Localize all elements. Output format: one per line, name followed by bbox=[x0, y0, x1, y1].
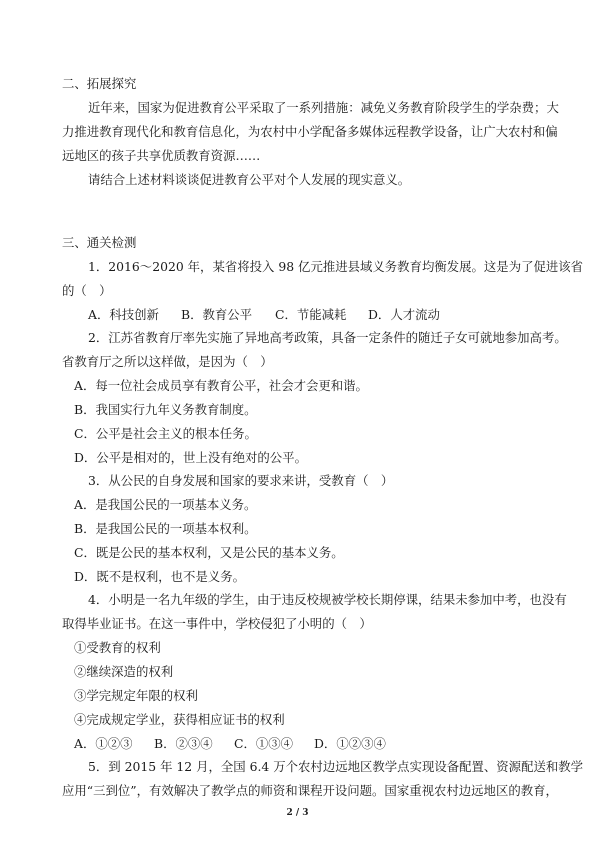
question-5-text: 5．到 2015 年 12 月，全国 6.4 万个农村边远地区教学点实现设备配置、资源配送和教学 bbox=[88, 759, 584, 774]
choice-d: D．人才流动 bbox=[368, 307, 440, 322]
question-3-text: 3．从公民的自身发展和国家的要求来讲，受教育（ ） bbox=[88, 473, 394, 488]
question-5-text: 应用“三到位”，有效解决了教学点的师资和课程开设问题。国家重视农村边远地区的教育， bbox=[62, 783, 558, 798]
choice-d: D．①②③④ bbox=[314, 736, 386, 751]
question-4-item-2: ②继续深造的权利 bbox=[74, 664, 174, 679]
question-4-item-1: ①受教育的权利 bbox=[74, 640, 161, 655]
question-3-option-b: B．是我国公民的一项基本权利。 bbox=[74, 521, 257, 536]
question-2-option-a: A．每一位社会成员享有教育公平，社会才会更和谐。 bbox=[74, 378, 368, 393]
question-3-option-c: C．既是公民的基本权利，又是公民的基本义务。 bbox=[74, 545, 344, 560]
question-1-text: 1．2016～2020 年，某省将投入 98 亿元推进县域义务教育均衡发展。这是为了促进该省 bbox=[88, 259, 584, 274]
choice-b: B．②③④ bbox=[154, 736, 213, 751]
discussion-prompt: 请结合上述材料谈谈促进教育公平对个人发展的现实意义。 bbox=[88, 172, 411, 187]
question-1-choices bbox=[88, 307, 595, 323]
question-3-option-a: A．是我国公民的一项基本义务。 bbox=[74, 497, 257, 512]
material-line: 力推进教育现代化和教育信息化，为农村中小学配备多媒体远程教学设备，让广大农村和偏 bbox=[62, 124, 558, 139]
question-2-option-d: D．公平是相对的，世上没有绝对的公平。 bbox=[74, 450, 307, 465]
page-number: 2 / 3 bbox=[286, 808, 309, 818]
question-2-option-c: C．公平是社会主义的根本任务。 bbox=[74, 426, 257, 441]
choice-a: A．科技创新 bbox=[88, 307, 159, 322]
question-4-text: 4．小明是一名九年级的学生，由于违反校规被学校长期停课，结果未参加中考，也没有 bbox=[88, 592, 567, 607]
choice-c: C．①③④ bbox=[234, 736, 294, 751]
material-line: 近年来，国家为促进教育公平采取了一系列措施：减免义务教育阶段学生的学杂费；大 bbox=[88, 100, 559, 115]
section-heading-test: 三、通关检测 bbox=[62, 235, 137, 250]
choice-b: B．教育公平 bbox=[181, 307, 253, 322]
section-heading-extension: 二、拓展探究 bbox=[62, 76, 137, 91]
question-2-option-b: B．我国实行九年义务教育制度。 bbox=[74, 402, 257, 417]
question-4-choices bbox=[74, 736, 595, 752]
question-2-text: 省教育厅之所以这样做，是因为（ ） bbox=[62, 354, 273, 369]
question-2-text: 2．江苏省教育厅率先实施了异地高考政策，具备一定条件的随迁子女可就地参加高考。 bbox=[88, 330, 567, 345]
question-3-option-d: D．既不是权利，也不是义务。 bbox=[74, 569, 246, 584]
question-1-text: 的（ ） bbox=[62, 283, 112, 298]
choice-a: A．①②③ bbox=[74, 736, 133, 751]
question-4-text: 取得毕业证书。在这一事件中，学校侵犯了小明的（ ） bbox=[62, 616, 372, 631]
question-4-item-4: ④完成规定学业，获得相应证书的权利 bbox=[74, 712, 285, 727]
choice-c: C．节能减耗 bbox=[275, 307, 347, 322]
question-4-item-3: ③学完规定年限的权利 bbox=[74, 688, 198, 703]
material-line: 远地区的孩子共享优质教育资源…… bbox=[62, 148, 261, 163]
